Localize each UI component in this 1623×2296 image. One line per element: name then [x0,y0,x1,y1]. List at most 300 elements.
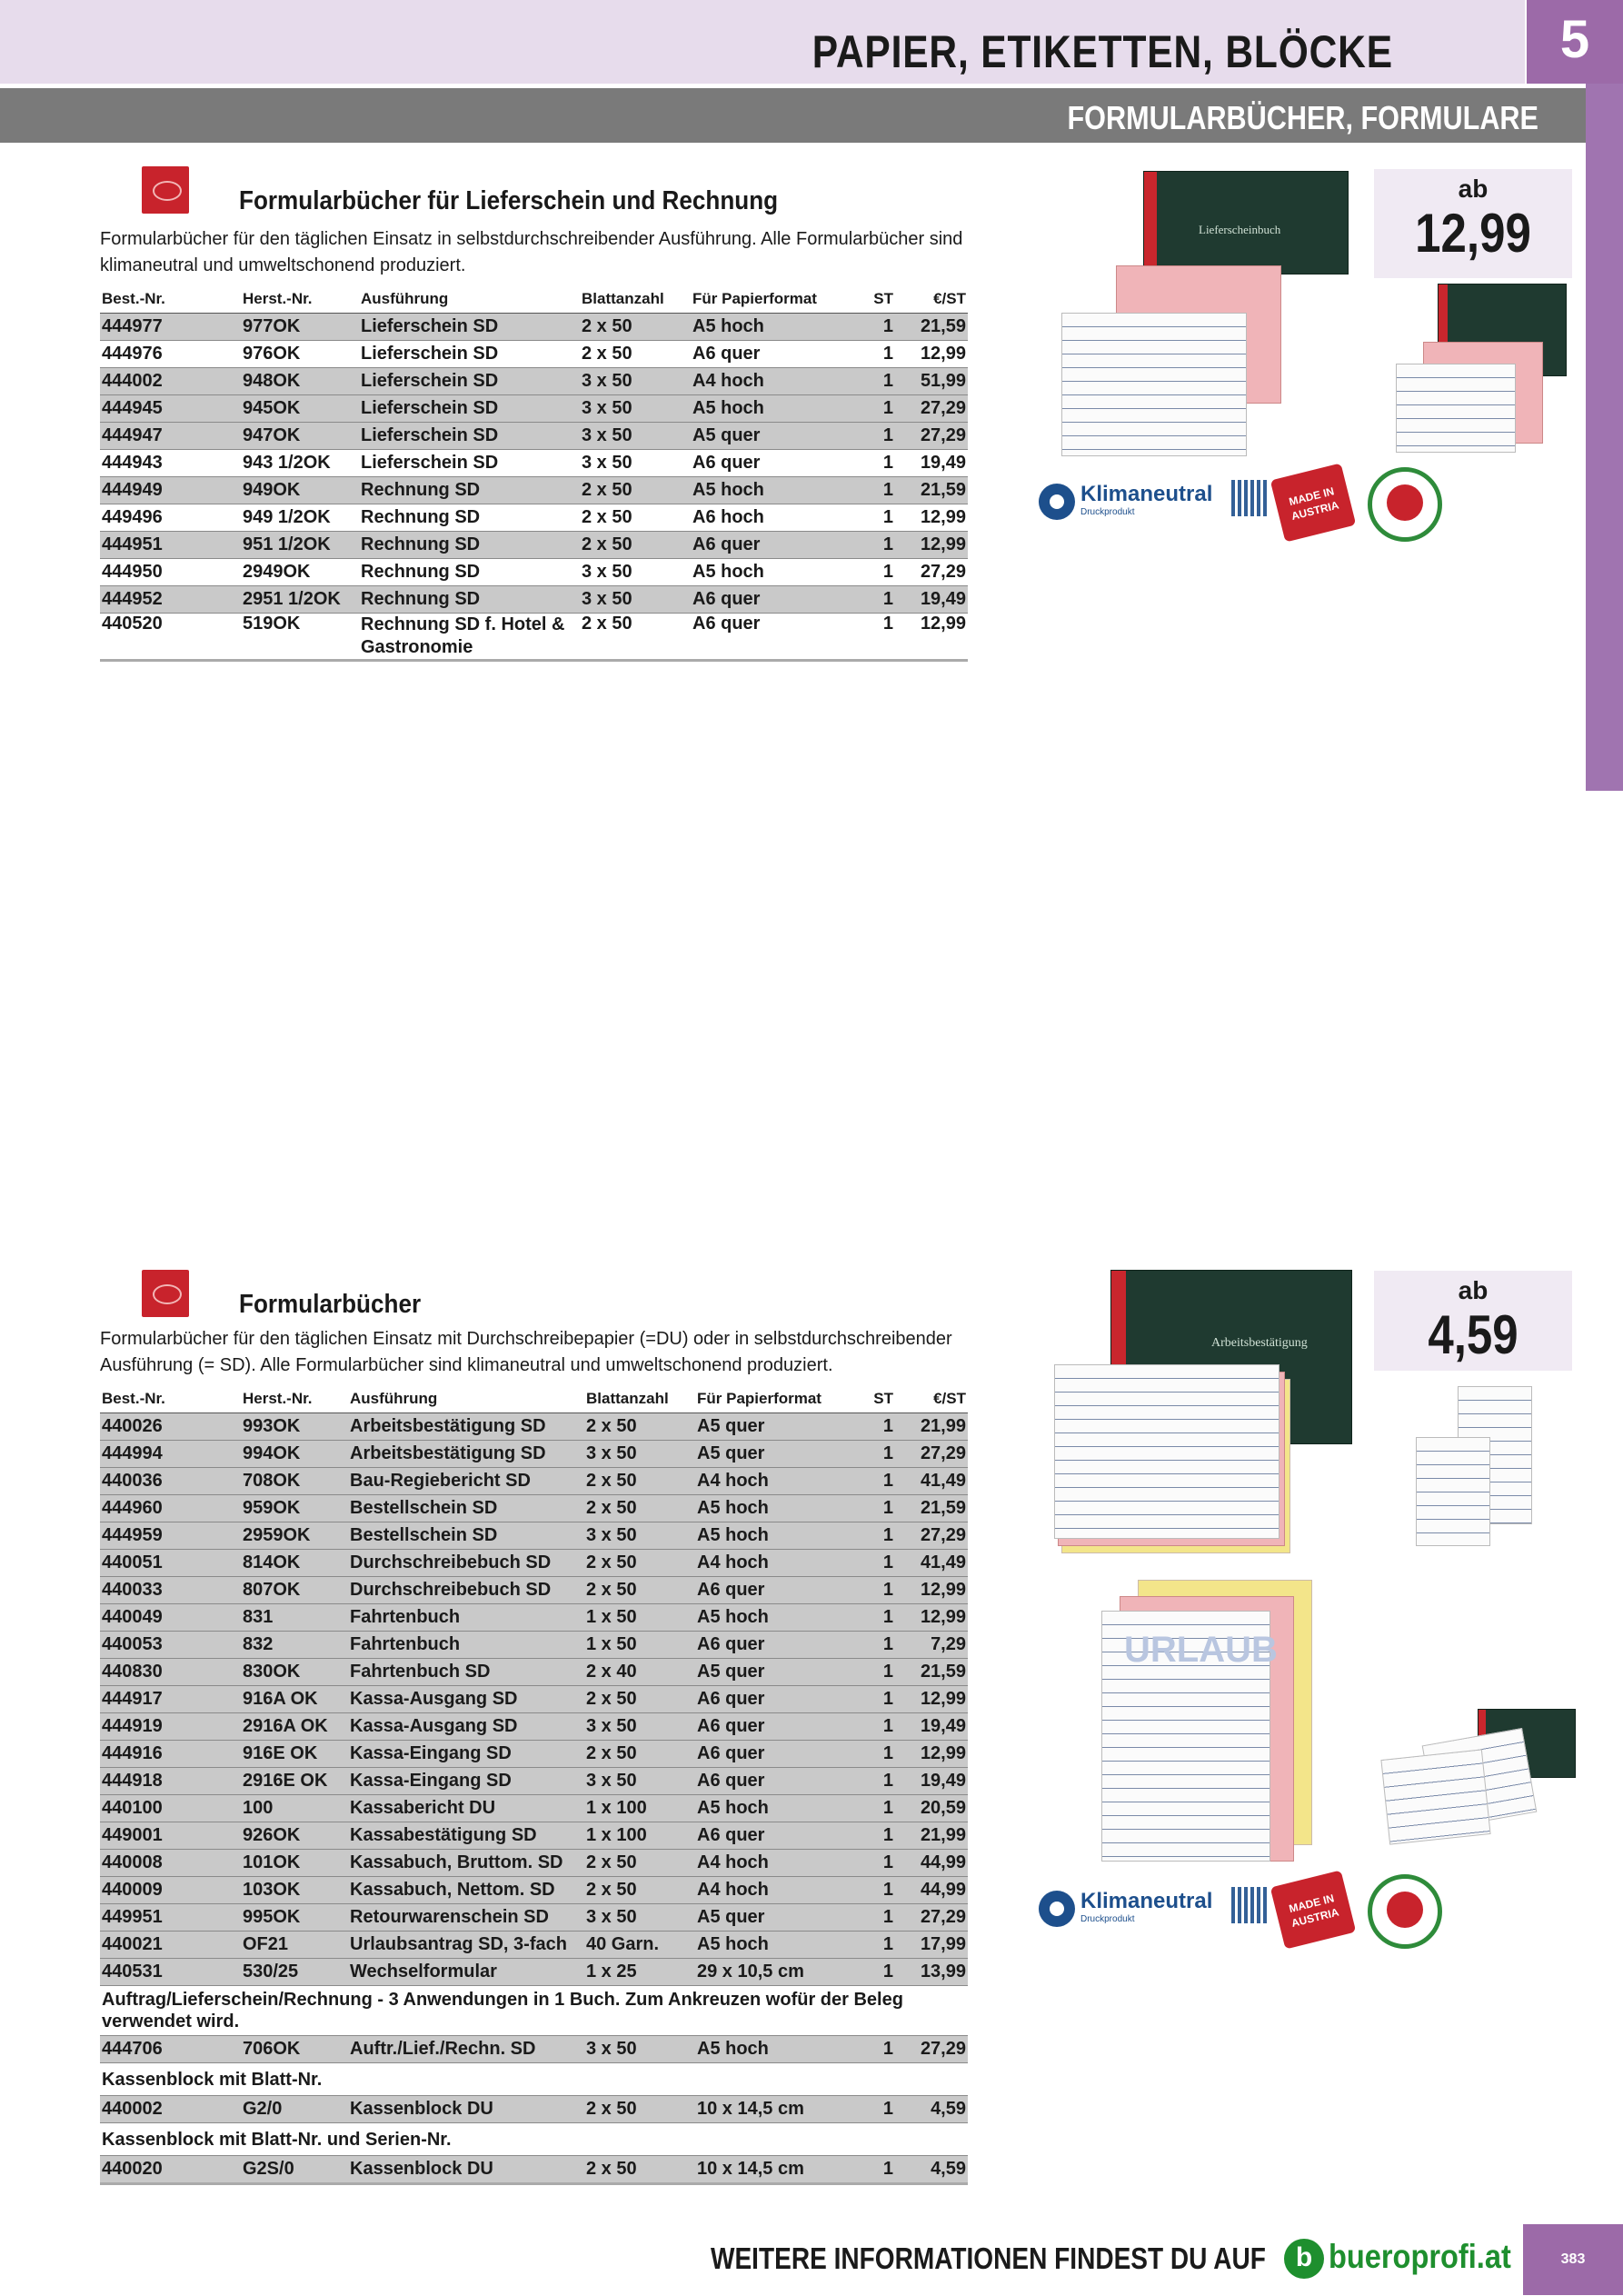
cell-ausfuehrung: Kassa-Eingang SD [348,1768,584,1795]
cell-ausfuehrung: Bestellschein SD [348,1522,584,1550]
col-st: ST [841,285,895,314]
cell-papierformat: A5 hoch [691,559,841,586]
cell-bestnr: 444950 [100,559,241,586]
table-row [100,395,968,423]
cell-st: 1 [841,1468,895,1495]
table-row [100,1850,968,1877]
cell-herstnr: 951 1/2OK [241,532,359,559]
cell-bestnr: 440053 [100,1632,241,1659]
cell-ausfuehrung: Urlaubsantrag SD, 3-fach [348,1932,584,1959]
cell-papierformat: A6 quer [691,532,841,559]
badges-row [1039,1874,1448,1947]
product-image-urlaubsantrag [1101,1580,1312,1862]
cell-papierformat: A5 hoch [691,477,841,504]
col-st: ST [841,1385,895,1413]
footer-url-link[interactable]: bueroprofi.at [1329,2238,1511,2275]
cell-eur: 19,49 [895,1768,968,1795]
cell-herstnr: 103OK [241,1877,348,1904]
col-blattanzahl: Blattanzahl [580,285,691,314]
table-row [100,1441,968,1468]
subcategory-title: FORMULARBÜCHER, FORMULARE [1067,99,1538,136]
cell-herstnr: 2916E OK [241,1768,348,1795]
cell-eur: 27,29 [895,2036,968,2063]
cell-st: 1 [841,341,895,368]
cell-papierformat: A6 quer [691,614,841,661]
subcategory-bar [0,88,1586,143]
cell-ausfuehrung: Kassabestätigung SD [348,1822,584,1850]
cell-eur: 12,99 [895,1741,968,1768]
cell-eur: 12,99 [895,1604,968,1632]
quality-seal-icon [1368,1874,1442,1949]
cell-bestnr: 444994 [100,1441,241,1468]
product-image-rechnung [1390,280,1572,453]
cell-herstnr: 814OK [241,1550,348,1577]
cell-papierformat: A6 quer [695,1768,841,1795]
product-image-retourwaren [1379,1707,1578,1843]
cell-blattanzahl: 2 x 50 [584,1577,695,1604]
cell-eur: 27,29 [895,559,968,586]
cell-papierformat: A5 hoch [695,1604,841,1632]
cell-bestnr: 440036 [100,1468,241,1495]
cell-bestnr: 444919 [100,1713,241,1741]
product-table [100,285,968,662]
table-body [100,314,968,661]
cell-ausfuehrung: Rechnung SD [359,532,580,559]
cell-herstnr: 916E OK [241,1741,348,1768]
cell-papierformat: A5 hoch [691,395,841,423]
cell-bestnr: 440009 [100,1877,241,1904]
cell-herstnr: 959OK [241,1495,348,1522]
cell-bestnr: 444706 [100,2036,241,2063]
cell-ausfuehrung: Kassa-Eingang SD [348,1741,584,1768]
cell-herstnr: 530/25 [241,1959,348,1986]
cell-bestnr: 444949 [100,477,241,504]
cell-blattanzahl: 2 x 50 [584,1741,695,1768]
cell-ausfuehrung: Kassa-Ausgang SD [348,1713,584,1741]
cell-blattanzahl: 3 x 50 [580,586,691,614]
cell-herstnr: 807OK [241,1577,348,1604]
cell-blattanzahl: 1 x 100 [584,1795,695,1822]
cell-blattanzahl: 2 x 50 [584,1468,695,1495]
table-row [100,1632,968,1659]
cell-blattanzahl: 1 x 50 [584,1632,695,1659]
cell-st: 1 [841,2036,895,2063]
cell-eur: 13,99 [895,1959,968,1986]
cell-herstnr: 101OK [241,1850,348,1877]
cell-eur: 21,99 [895,1413,968,1441]
table-row [100,1959,968,1986]
cell-bestnr: 440033 [100,1577,241,1604]
price-value: 4,59 [1428,1304,1518,1365]
product-table [100,1385,968,2185]
table-note: Kassenblock mit Blatt-Nr. und Serien-Nr. [100,2123,968,2156]
cell-herstnr: 2959OK [241,1522,348,1550]
table-row [100,2156,968,2184]
cell-bestnr: 440100 [100,1795,241,1822]
cell-ausfuehrung: Lieferschein SD [359,314,580,341]
cell-ausfuehrung: Kassabuch, Nettom. SD [348,1877,584,1904]
col-papierformat: Für Papierformat [695,1385,841,1413]
table-row [100,1522,968,1550]
cell-st: 1 [841,477,895,504]
cell-herstnr: 993OK [241,1413,348,1441]
cell-st: 1 [841,450,895,477]
cell-ausfuehrung: Rechnung SD [359,559,580,586]
table-row [100,368,968,395]
table-row [100,504,968,532]
cell-bestnr: 444959 [100,1522,241,1550]
cell-eur: 44,99 [895,1877,968,1904]
cell-blattanzahl: 3 x 50 [580,423,691,450]
cell-st: 1 [841,2156,895,2184]
klimaneutral-label: Klimaneutral [1080,482,1213,506]
cell-blattanzahl: 3 x 50 [580,450,691,477]
cell-herstnr: 916A OK [241,1686,348,1713]
col-eur: €/ST [895,1385,968,1413]
section-lieferschein-rechnung [100,166,968,684]
form-white [1101,1611,1278,1862]
cell-papierformat: A5 quer [691,423,841,450]
table-row [100,1495,968,1522]
cell-ausfuehrung: Lieferschein SD [359,395,580,423]
cell-herstnr: G2/0 [241,2096,348,2123]
cell-blattanzahl: 1 x 50 [584,1604,695,1632]
section-formularbuecher [100,1266,968,2202]
cell-bestnr: 449496 [100,504,241,532]
cell-ausfuehrung: Lieferschein SD [359,341,580,368]
table-row [100,450,968,477]
cell-eur: 27,29 [895,1904,968,1932]
cell-eur: 7,29 [895,1632,968,1659]
cell-blattanzahl: 2 x 50 [580,341,691,368]
book-title: Lieferscheinbuch [1199,223,1281,236]
table-header-row [100,1385,968,1413]
table-row [100,1904,968,1932]
cell-blattanzahl: 3 x 50 [584,1522,695,1550]
cell-herstnr: 947OK [241,423,359,450]
cell-blattanzahl: 3 x 50 [580,559,691,586]
cell-st: 1 [841,423,895,450]
cell-eur: 12,99 [895,504,968,532]
cell-eur: 19,49 [895,1713,968,1741]
col-ausfuehrung: Ausführung [348,1385,584,1413]
cell-bestnr: 444945 [100,395,241,423]
cell-eur: 27,29 [895,1441,968,1468]
cell-bestnr: 440008 [100,1850,241,1877]
cell-blattanzahl: 2 x 50 [584,2156,695,2184]
cell-blattanzahl: 2 x 50 [584,1686,695,1713]
klimaneutral-icon [1039,484,1075,520]
cell-ausfuehrung: Rechnung SD [359,586,580,614]
cell-papierformat: A5 hoch [691,314,841,341]
cell-ausfuehrung: Durchschreibebuch SD [348,1550,584,1577]
table-row [100,477,968,504]
cell-ausfuehrung: Bestellschein SD [348,1495,584,1522]
cell-bestnr: 440002 [100,2096,241,2123]
cell-papierformat: A6 hoch [691,504,841,532]
qr-code-icon [1231,1887,1268,1923]
cell-ausfuehrung: Arbeitsbestätigung SD [348,1413,584,1441]
footer-text: WEITERE INFORMATIONEN FINDEST DU AUF [711,2241,1266,2275]
cell-eur: 27,29 [895,395,968,423]
cell-blattanzahl: 3 x 50 [584,1904,695,1932]
cell-blattanzahl: 1 x 100 [584,1822,695,1850]
form-white [1054,1364,1279,1539]
cell-herstnr: 830OK [241,1659,348,1686]
cell-herstnr: 976OK [241,341,359,368]
form-front [1416,1437,1490,1546]
cell-st: 1 [841,1604,895,1632]
cell-herstnr: 949OK [241,477,359,504]
cell-st: 1 [841,1495,895,1522]
cell-st: 1 [841,586,895,614]
cell-blattanzahl: 3 x 50 [584,1768,695,1795]
cell-blattanzahl: 2 x 50 [580,532,691,559]
table-row [100,1822,968,1850]
cell-ausfuehrung: Rechnung SD f. Hotel & Gastronomie [359,614,580,661]
cell-blattanzahl: 2 x 50 [584,1495,695,1522]
cell-papierformat: 29 x 10,5 cm [695,1959,841,1986]
cell-st: 1 [841,1413,895,1441]
table-row [100,1741,968,1768]
cell-eur: 21,59 [895,314,968,341]
cell-papierformat: A5 hoch [695,1932,841,1959]
brand-logo [142,1270,189,1317]
cell-bestnr: 444916 [100,1741,241,1768]
cell-bestnr: 440830 [100,1659,241,1686]
cell-blattanzahl: 2 x 50 [584,1550,695,1577]
table-note-row [100,1986,968,2036]
cell-st: 1 [841,1904,895,1932]
book-title: Arbeitsbestätigung [1211,1336,1308,1350]
section-description: Formularbücher für den täglichen Einsatz in selbstdurchschreibender Ausführung. Alle Formularbücher sind klimaneutral und umweltschonend produziert. [100,229,963,275]
category-title: PAPIER, ETIKETTEN, BLÖCKE [812,26,1393,77]
cell-eur: 4,59 [895,2156,968,2184]
cell-bestnr: 440051 [100,1550,241,1577]
cell-papierformat: A4 hoch [691,368,841,395]
cell-herstnr: OF21 [241,1932,348,1959]
cell-papierformat: A6 quer [695,1713,841,1741]
cell-bestnr: 444976 [100,341,241,368]
cell-herstnr: 948OK [241,368,359,395]
cell-papierformat: A5 quer [695,1904,841,1932]
brand-logo [142,166,189,214]
cell-st: 1 [841,1741,895,1768]
cell-eur: 12,99 [895,532,968,559]
cell-eur: 12,99 [895,1686,968,1713]
cell-ausfuehrung: Bau-Regiebericht SD [348,1468,584,1495]
cell-st: 1 [841,1795,895,1822]
klimaneutral-sublabel: Druckprodukt [1080,507,1135,517]
section-title: Formularbücher für Lieferschein und Rechnung [239,186,779,215]
cell-st: 1 [841,614,895,661]
form-white [1061,313,1247,456]
book-cover [1143,171,1349,275]
cell-eur: 19,49 [895,450,968,477]
cell-herstnr: 2916A OK [241,1713,348,1741]
cell-eur: 12,99 [895,614,968,661]
cell-herstnr: 994OK [241,1441,348,1468]
header-band [0,0,1525,84]
table-row [100,2096,968,2123]
table-row [100,341,968,368]
cell-st: 1 [841,1550,895,1577]
cell-herstnr: 708OK [241,1468,348,1495]
cell-herstnr: 2949OK [241,559,359,586]
table-row [100,314,968,341]
cell-papierformat: 10 x 14,5 cm [695,2156,841,2184]
cell-blattanzahl: 2 x 50 [580,504,691,532]
cell-papierformat: A6 quer [691,341,841,368]
cell-herstnr: 949 1/2OK [241,504,359,532]
cell-st: 1 [841,2096,895,2123]
klimaneutral-badge [1039,478,1230,529]
cell-papierformat: A5 hoch [695,2036,841,2063]
cell-bestnr: 444977 [100,314,241,341]
table-row [100,1659,968,1686]
col-bestnr: Best.-Nr. [100,285,241,314]
cell-st: 1 [841,1577,895,1604]
cell-blattanzahl: 2 x 50 [580,477,691,504]
cell-ausfuehrung: Arbeitsbestätigung SD [348,1441,584,1468]
cell-papierformat: A5 quer [695,1441,841,1468]
cell-st: 1 [841,532,895,559]
cell-herstnr: 943 1/2OK [241,450,359,477]
section-description: Formularbücher für den täglichen Einsatz mit Durchschreibepapier (=DU) oder in selbstdurchschreibender Ausführung (= SD). Alle Formularbücher sind klimaneutral und umweltschonend produziert. [100,1329,952,1375]
cell-herstnr: 832 [241,1632,348,1659]
col-eur: €/ST [895,285,968,314]
product-image-kassenblock [1416,1386,1534,1550]
cell-bestnr: 440026 [100,1413,241,1441]
cell-eur: 41,49 [895,1468,968,1495]
section-title: Formularbücher [239,1290,422,1319]
cell-papierformat: A6 quer [695,1686,841,1713]
cell-blattanzahl: 2 x 40 [584,1659,695,1686]
cell-herstnr: 995OK [241,1904,348,1932]
cell-herstnr: 519OK [241,614,359,661]
cell-bestnr: 444952 [100,586,241,614]
bueroprofi-logo-icon[interactable]: b [1284,2239,1324,2279]
col-ausfuehrung: Ausführung [359,285,580,314]
quality-seal-icon [1368,467,1442,542]
cell-ausfuehrung: Rechnung SD [359,477,580,504]
cell-bestnr: 449951 [100,1904,241,1932]
cell-blattanzahl: 3 x 50 [584,2036,695,2063]
table-row [100,1550,968,1577]
klimaneutral-sublabel: Druckprodukt [1080,1914,1135,1924]
cell-blattanzahl: 2 x 50 [584,1850,695,1877]
cell-st: 1 [841,1850,895,1877]
cell-blattanzahl: 3 x 50 [580,395,691,423]
cell-ausfuehrung: Rechnung SD [359,504,580,532]
table-row [100,532,968,559]
cell-eur: 51,99 [895,368,968,395]
cell-bestnr: 440531 [100,1959,241,1986]
badges-row [1039,467,1448,540]
cell-ausfuehrung: Fahrtenbuch SD [348,1659,584,1686]
cell-eur: 17,99 [895,1932,968,1959]
cell-herstnr: 926OK [241,1822,348,1850]
cell-papierformat: A4 hoch [695,1877,841,1904]
form-white-small [1396,364,1516,453]
cell-eur: 27,29 [895,423,968,450]
cell-papierformat: A4 hoch [695,1850,841,1877]
cell-bestnr: 444918 [100,1768,241,1795]
table-note-row [100,2123,968,2156]
table-row [100,423,968,450]
cell-herstnr: 100 [241,1795,348,1822]
cell-eur: 21,59 [895,1659,968,1686]
cell-papierformat: A6 quer [695,1577,841,1604]
cell-ausfuehrung: Kassenblock DU [348,2156,584,2184]
table-row [100,1577,968,1604]
table-row [100,1932,968,1959]
cell-st: 1 [841,1713,895,1741]
cell-papierformat: A5 hoch [695,1795,841,1822]
cell-bestnr: 440021 [100,1932,241,1959]
cell-st: 1 [841,1877,895,1904]
cell-st: 1 [841,314,895,341]
cell-bestnr: 449001 [100,1822,241,1850]
col-blattanzahl: Blattanzahl [584,1385,695,1413]
cell-papierformat: A6 quer [691,586,841,614]
cell-st: 1 [841,1686,895,1713]
cell-eur: 12,99 [895,1577,968,1604]
table-row [100,559,968,586]
klimaneutral-badge [1039,1885,1230,1936]
table-body [100,1413,968,2184]
cell-eur: 20,59 [895,1795,968,1822]
col-herstnr: Herst.-Nr. [241,285,359,314]
cell-blattanzahl: 3 x 50 [584,1713,695,1741]
page-number: 383 [1523,2224,1623,2295]
table-row [100,2036,968,2063]
table-row [100,614,968,661]
cell-blattanzahl: 2 x 50 [580,314,691,341]
price-prefix: ab [1458,175,1489,203]
cell-blattanzahl: 2 x 50 [584,1413,695,1441]
side-strip [1586,84,1623,791]
table-row [100,1877,968,1904]
table-row [100,1468,968,1495]
price-value: 12,99 [1415,203,1531,264]
cell-st: 1 [841,504,895,532]
cell-blattanzahl: 40 Garn. [584,1932,695,1959]
cell-ausfuehrung: Lieferschein SD [359,423,580,450]
cell-ausfuehrung: Durchschreibebuch SD [348,1577,584,1604]
cell-st: 1 [841,1768,895,1795]
cell-bestnr: 444960 [100,1495,241,1522]
product-image-arbeitsbestaetigung [1054,1268,1354,1559]
cell-papierformat: A5 quer [695,1413,841,1441]
cell-ausfuehrung: Wechselformular [348,1959,584,1986]
price-box [1374,169,1572,278]
cell-eur: 4,59 [895,2096,968,2123]
table-header-row [100,285,968,314]
cell-blattanzahl: 3 x 50 [580,368,691,395]
cell-ausfuehrung: Lieferschein SD [359,368,580,395]
made-in-austria-badge: MADE IN AUSTRIA [1270,463,1357,542]
cell-eur: 41,49 [895,1550,968,1577]
chapter-tab[interactable] [1527,0,1623,84]
col-bestnr: Best.-Nr. [100,1385,241,1413]
table-note-row [100,2063,968,2096]
cell-bestnr: 444917 [100,1686,241,1713]
cell-papierformat: A6 quer [695,1822,841,1850]
cell-blattanzahl: 2 x 50 [584,1877,695,1904]
cell-st: 1 [841,1932,895,1959]
cell-bestnr: 444951 [100,532,241,559]
